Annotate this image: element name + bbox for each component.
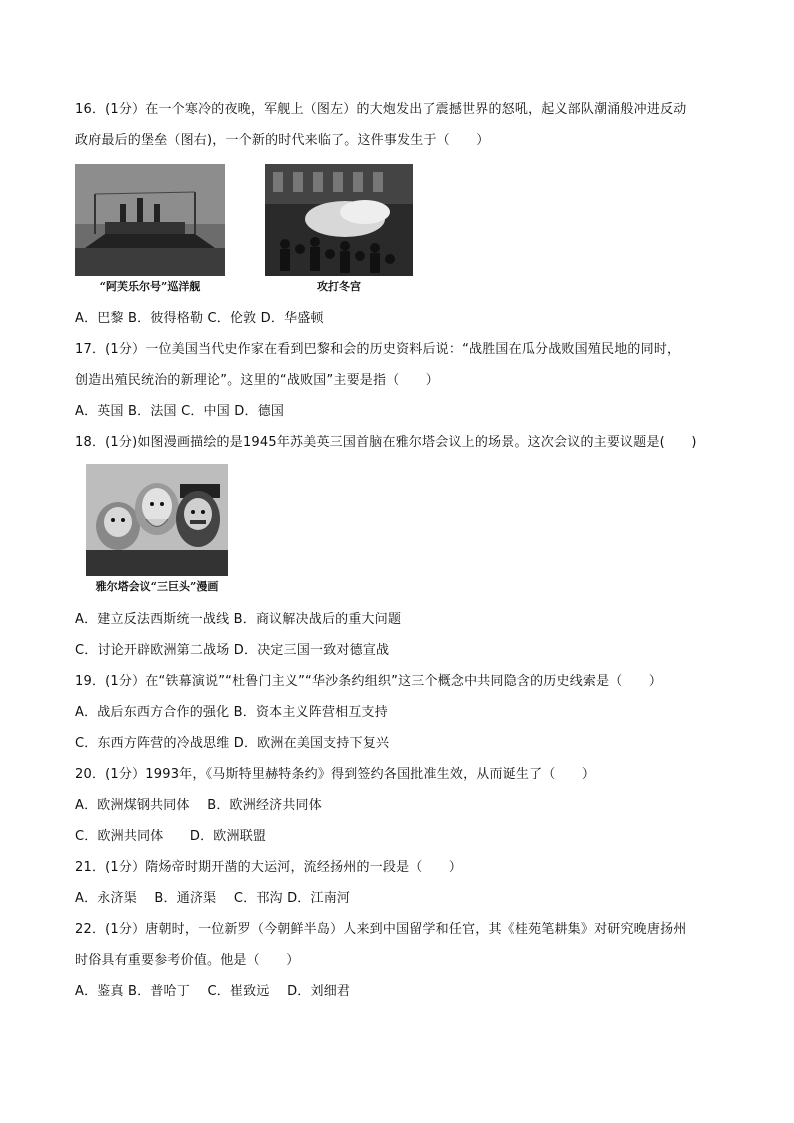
q19-options-line-2: C．东西方阵营的冷战思维 D．欧洲在美国支持下复兴 [75,736,390,751]
q18-figure-caption: 雅尔塔会议“三巨头”漫画 [95,580,219,593]
winter-palace-photo [265,164,413,276]
q18-text-line-1: 18．(1分)如图漫画描绘的是1945年苏美英三国首脑在雅尔塔会议上的场景。这次会议的主要议题是( ) [75,435,697,450]
q20-text-line-1: 20．(1分）1993年，《马斯特里赫特条约》得到签约各国批准生效，从而诞生了（ ） [75,767,596,782]
q16-text-line-1: 16．(1分）在一个寒冷的夜晚，军舰上（图左）的大炮发出了震撼世界的怒吼，起义部队潮涌般冲进反动 [75,102,687,117]
q18-options-line-2: C．讨论开辟欧洲第二战场 D．决定三国一致对德宣战 [75,643,390,658]
q16-figure-right-caption: 攻打冬宫 [317,280,361,293]
q16-figure-right [265,164,413,299]
q16-options: A．巴黎 B．彼得格勒 C．伦敦 D．华盛顿 [75,311,324,326]
q16-text-line-2: 政府最后的堡垒（图右)，一个新的时代来临了。这件事发生于（ ） [75,133,490,148]
battleship-photo [75,164,225,276]
q17-text-line-1: 17．(1分）一位美国当代史作家在看到巴黎和会的历史资料后说：“战胜国在瓜分战败国殖民地的同时， [75,342,681,357]
q17-options: A．英国 B．法国 C．中国 D．德国 [75,404,285,419]
q22-options: A．鉴真 B．普哈丁 C．崔致远 D．刘细君 [75,984,351,999]
q17-text-line-2: 创造出殖民统治的新理论”。这里的“战败国”主要是指（ ） [75,373,440,388]
q21-text-line-1: 21．(1分）隋炀帝时期开凿的大运河，流经扬州的一段是（ ） [75,860,463,875]
big-three-cartoon [86,464,228,576]
q20-options-line-2: C．欧洲共同体 D．欧洲联盟 [75,829,267,844]
q21-options: A．永济渠 B．通济渠 C．邗沟 D．江南河 [75,891,351,906]
q19-text-line-1: 19．(1分）在“铁幕演说”“杜鲁门主义”“华沙条约组织”这三个概念中共同隐含的历史线索是（ ） [75,674,663,689]
q16-figure-left-caption: “阿芙乐尔号”巡洋舰 [99,280,201,293]
q19-options-line-1: A．战后东西方合作的强化 B．资本主义阵营相互支持 [75,705,388,720]
q22-text-line-2: 时俗具有重要参考价值。他是（ ） [75,953,300,968]
q18-figure [86,464,228,599]
q22-text-line-1: 22．(1分）唐朝时，一位新罗（今朝鲜半岛）人来到中国留学和任官，其《桂苑笔耕集》对研究晚唐扬州 [75,922,687,937]
q16-figure-left [75,164,225,299]
q18-options-line-1: A．建立反法西斯统一战线 B．商议解决战后的重大问题 [75,612,402,627]
q20-options-line-1: A．欧洲煤钢共同体 B．欧洲经济共同体 [75,798,322,813]
